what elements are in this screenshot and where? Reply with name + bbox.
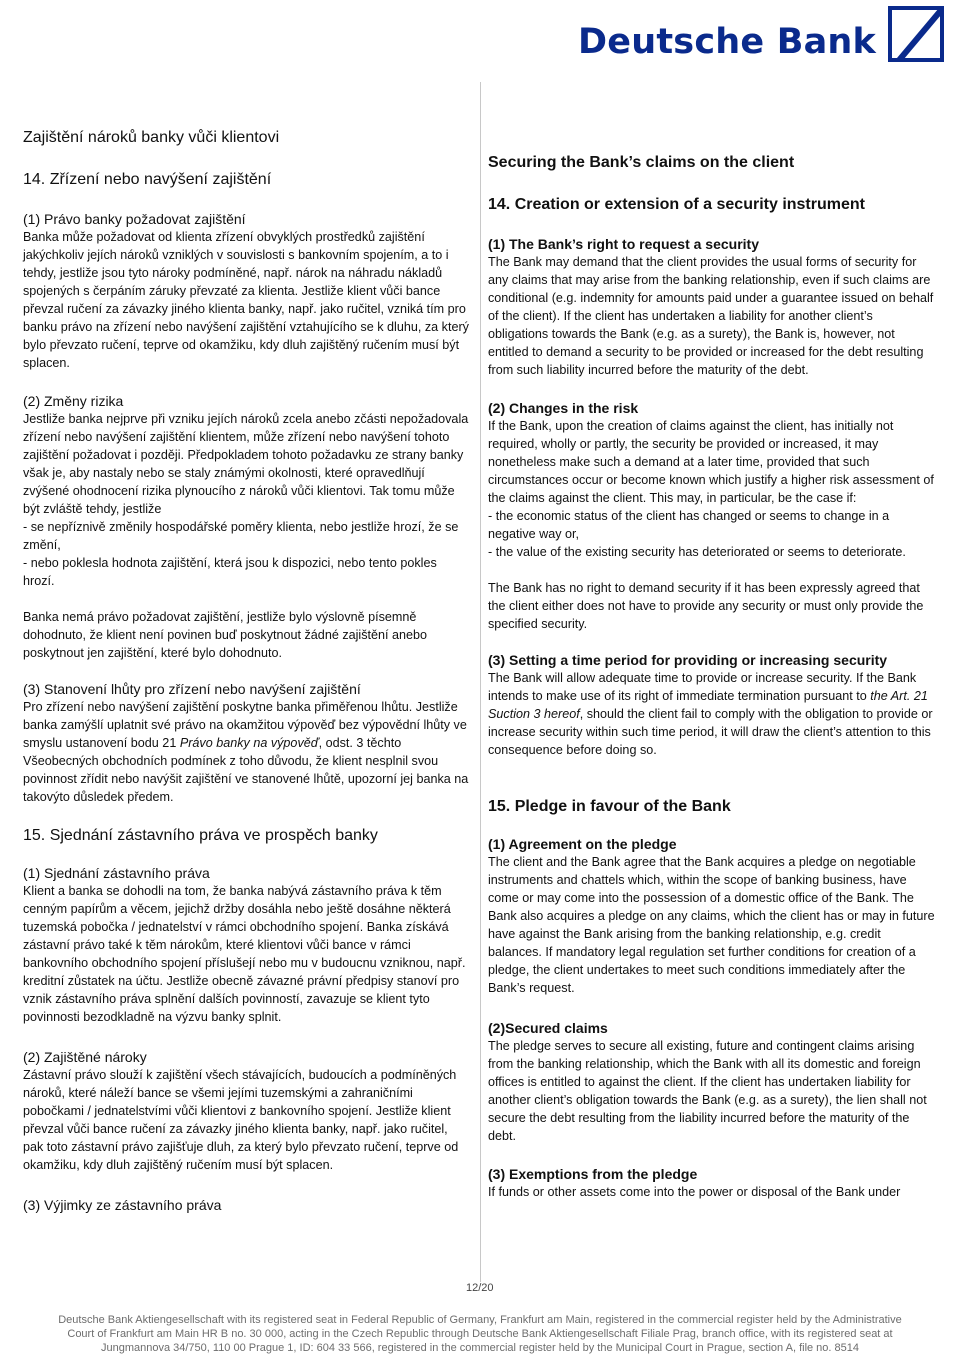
column-divider [480, 82, 481, 1282]
footer-line-2: Court of Frankfurt am Main HR B no. 30 000, acting in the Czech Republic through Deutsche Bank Aktiengesellschaft Filiale Prag, branch office, with its registered seat at [67, 1328, 893, 1340]
subheading-15-2-en: (2)Secured claims [488, 1020, 608, 1036]
subheading-3: (3) Stanovení lhůty pro zřízení nebo navýšení zajištění [23, 681, 361, 697]
heading-15-en: 15. Pledge in favour of the Bank [488, 798, 731, 815]
brand-name: Deutsche Bank [578, 22, 876, 62]
czech-column [23, 128, 469, 1214]
subheading-3-en: (3) Setting a time period for providing or increasing security [488, 652, 888, 668]
bullet-2-2: - nebo poklesla hodnota zajištění, která jsou k dispozici, nebo tento pokles hrozí. [23, 556, 437, 588]
heading-14-en: 14. Creation or extension of a security instrument [488, 196, 865, 213]
deutsche-bank-logo [578, 6, 944, 62]
subheading-1-en: (1) The Bank’s right to request a security [488, 236, 759, 252]
subheading-15-3-en: (3) Exemptions from the pledge [488, 1166, 698, 1182]
paragraph-2-end: Banka nemá právo požadovat zajištění, jestliže bylo výslovně písemně dohodnuto, že klient není povinen buď poskytnout žádné zajištění anebo poskytnout jen zajištění, které bylo dohodnuto. [23, 610, 428, 660]
section-title-en: Securing the Bank’s claims on the client [488, 154, 795, 171]
footer-line-1: Deutsche Bank Aktiengesellschaft with its registered seat in Federal Republic of Germany, Frankfurt am Main, registered in the commercial register held by the Administrative [58, 1314, 902, 1326]
paragraph-2-en: If the Bank, upon the creation of claims against the client, has initially not required, wholly or partly, the security be provided or increased, it may nonetheless make such a demand at a later time, provided that such circumstances occur or become known which justify a higher risk assessment of the claims against the client. This may, in particular, be the case if: [488, 419, 934, 505]
subheading-15-1: (1) Sjednání zástavního práva [23, 865, 210, 881]
bullet-2-2-en: - the value of the existing security has deteriorated or seems to deteriorate. [488, 545, 906, 559]
page-number: 12/20 [466, 1282, 494, 1294]
subheading-15-3: (3) Výjimky ze zástavního práva [23, 1197, 222, 1213]
english-column [488, 128, 936, 1201]
paragraph-15-2-en: The pledge serves to secure all existing, future and contingent claims arising from the banking relationship, which the Bank with all its domestic and foreign offices is entitled to against the client. If the client has undertaken liability for another client’s obligation towards the Bank (e.g. as a surety), the lien shall not secure the debt resulting from the liability incurred before the maturity of the debt. [488, 1039, 927, 1143]
bullet-2-1-en: - the economic status of the client has changed or seems to change in a negative way or, [488, 509, 890, 541]
paragraph-15-3-en: If funds or other assets come into the power or disposal of the Bank under [488, 1185, 901, 1199]
paragraph-2: Jestliže banka nejprve při vzniku jejích nároků zcela anebo zčásti nepožadovala zřízení nebo navýšení zajištění klientem, může zřízení nebo navýšení tohoto zajištění požadovat i později. Předpokladem tohoto požadavku ze strany banky však je, aby nastaly nebo se staly známými okolnosti, které opravedlňují zvýšené ohodnocení rizika plynoucího z nároků vůči klientovi. Tak tomu může být zvláště tehdy, jestliže [23, 412, 469, 516]
subheading-15-1-en: (1) Agreement on the pledge [488, 836, 677, 852]
bullet-2-1: - se nepříznivě změnily hospodářské poměry klienta, nebo jestliže hrozí, že se změní, [23, 520, 459, 552]
paragraph-2-end-en: The Bank has no right to demand security if it has been expressly agreed that the client either does not have to provide any security or must only provide the specified security. [488, 581, 924, 631]
paragraph-15-1-en: The client and the Bank agree that the Bank acquires a pledge on negotiable instruments and chattels which, within the scope of banking business, have come or may come into the possession of a domestic office of the Bank. The Bank also acquires a pledge on any claims, which the client has or may in future have against the Bank arising from the banking relationship, e.g. credit balances. If mandatory legal regulation set further conditions for creation of a pledge, the client undertakes to meet such conditions immediately after the Bank’s request. [488, 855, 935, 995]
paragraph-1-en: The Bank may demand that the client provides the usual forms of security for any claims that may arise from the banking relationship, even if such claims are conditional (e.g. indemnity for amounts paid under a guarantee issued on behalf of the client). If the client has undertaken a liability for another client’s obligations towards the Bank (e.g. as a surety), the Bank is, however, not entitled to demand a security to be provided or increased for the debt resulting from such liability incurred before the maturity of the debt. [488, 255, 934, 377]
paragraph-15-1: Klient a banka se dohodli na tom, že banka nabývá zástavního práva k těm cenným papírům a věcem, jejichž držby dosáhla nebo ještě dosáhne některá tuzemská pobočka / jednatelství v rámci obchodního spojení. Banka získává zástavní právo také k těm nárokům, které klientovi vůči bance v rámci bankovního obchodního spojení příslušejí nebo mu v budoucnu vzniknou, např. kreditní zůstatek na účtu. Jestliže obecně závazné právní předpisy stanoví pro vznik zástavního práva splnění dalších povinností, zavazuje se klient tyto povinnosti bezodkladně na výzvu banky splnit. [23, 884, 466, 1024]
section-title: Zajištění nároků banky vůči klientovi [23, 129, 280, 146]
subheading-1: (1) Právo banky požadovat zajištění [23, 211, 246, 227]
paragraph-3: Pro zřízení nebo navýšení zajištění poskytne banka přiměřenou lhůtu. Jestliže banka zamýšlí uplatnit své právo na okamžitou výpověď bez výpovědní lhůty ve smyslu ustanovení bodu 21 Právo banky na výpověď, odst. 3 těchto Všeobecných obchodních podmínek z toho důvodu, že klient nesplnil svou povinnost zřídit nebo navýšit zajištění ve stanovené lhůtě, upozorní jej banka na takovýto důsledek předem. [23, 700, 469, 804]
footer [0, 1313, 960, 1355]
heading-14: 14. Zřízení nebo navýšení zajištění [23, 171, 272, 188]
subheading-15-2: (2) Zajištěné nároky [23, 1049, 147, 1065]
footer-line-3: Jungmannova 34/750, 110 00 Prague 1, ID: 604 33 566, registered in the commercial register held by the Municipal Court in Prague, section A, file no. 8514 [100, 1342, 860, 1354]
paragraph-3-en: The Bank will allow adequate time to provide or increase security. If the Bank intends to make use of its right of immediate termination pursuant to the Art. 21 Suction 3 hereof, should the client fail to comply with the obligation to provide or increase security within such time period, it will draw the client’s attention to this consequence before doing so. [488, 671, 933, 757]
subheading-2: (2) Změny rizika [23, 393, 124, 409]
slash-square-icon [888, 6, 944, 62]
subheading-2-en: (2) Changes in the risk [488, 400, 639, 416]
heading-15: 15. Sjednání zástavního práva ve prospěch banky [23, 827, 378, 844]
paragraph-1: Banka může požadovat od klienta zřízení obvyklých prostředků zajištění jakýchkoliv jejích nároků vzniklých v souvislosti s bankovním spojením, a to i tehdy, jestliže jsou tyto nároky podmíněné, např. nárok na náhradu nákladů spojených s čerpáním záruky převzaté za klienta. Jestliže klient vůči bance převzal ručení za závazky jiného klienta banky, např. jako ručitel, vzniká tím pro banku právo na zřízení nebo navýšení zajištění vztahujícího se k dluhu, za který bylo převzato ručení, teprve od okamžiku, kdy dluh zajištěný ručením musí být splacen. [23, 230, 469, 370]
paragraph-15-2: Zástavní právo slouží k zajištění všech stávajících, budoucích a podmíněných nároků, které náleží bance se všemi jejími tuzemskými a zahraničními pobočkami / jednatelstvími vůči klientovi z bankovního spojení. Jestliže klient převzal vůči bance ručení za závazky jiného klienta banky, např. jako ručitel, pak toto zástavní právo zajišťuje dluh, za který bylo převzato ručení, teprve od okamžiku, kdy dluh zajištěný ručením musí být splacen. [23, 1068, 459, 1172]
